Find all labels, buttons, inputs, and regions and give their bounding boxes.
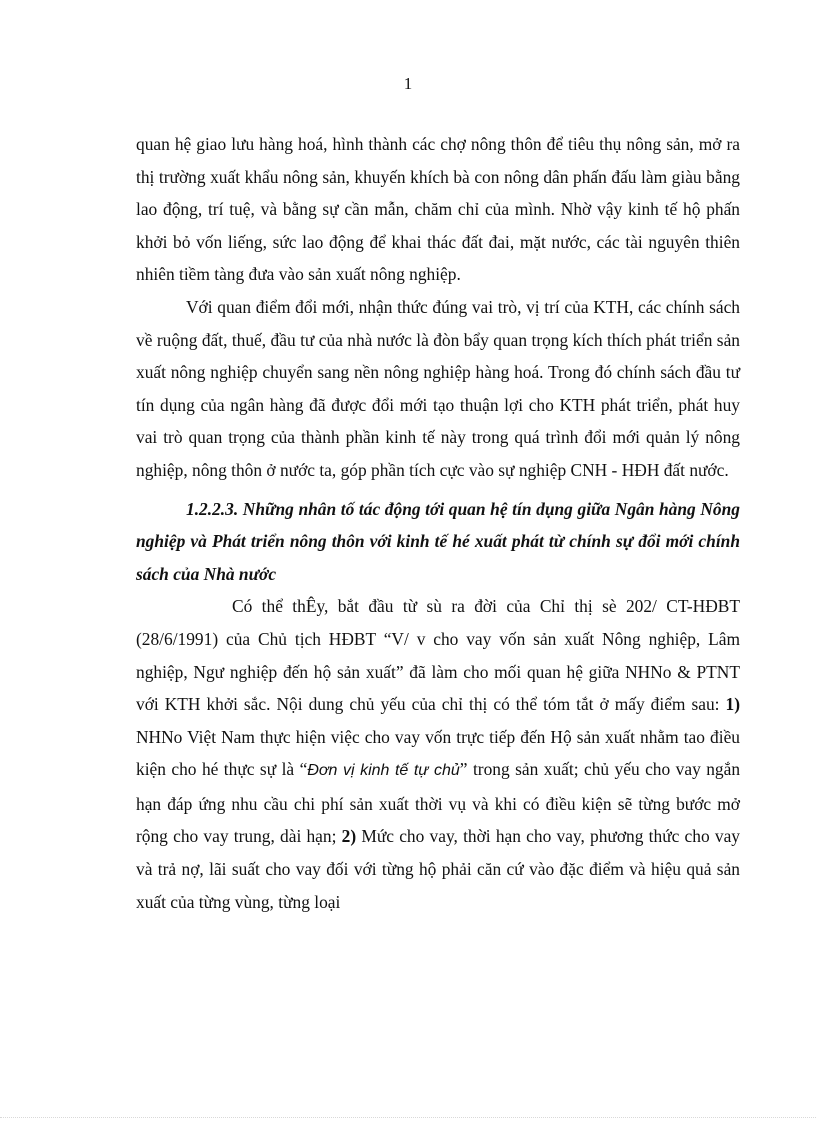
directive-text-a: Có thể thÊy, bắt đầu từ sù ra đời của Chỉ thị sè 202/ CT-HĐBT (28/6/1991) của Chủ tịch HĐBT “V/ v cho vay vốn sản xuất Nông nghiệp, Lâm nghiệp, Ngư nghiệp đến hộ sản xuất” đã làm cho mối quan hệ giữa NHNo & PTNT với KTH khởi sắc. Nội dung chủ yếu của chỉ thị có thể tóm tắt ở mấy điểm sau: — [136, 596, 740, 715]
page-number: 1 — [403, 74, 413, 93]
directive-text-b: NHNo Việt Nam thực hiện việc cho vay vốn trực tiếp đến Hộ sản xuất nhằm tao điều kiện cho hé thực sự là “ — [136, 726, 740, 780]
directive-text-c: ” trong sản xuất; chủ yếu cho vay ngắn hạn đáp ứng nhu cầu chi phí sản xuất thời vụ và khi có điều kiện sẽ từng bước mở rộng cho vay trung, dài hạn; — [136, 759, 741, 847]
paragraph-directive — [136, 590, 740, 918]
section-heading: 1.2.2.3. Những nhân tố tác động tới quan hệ tín dụng giữa Ngân hàng Nông nghiệp và Phát triển nông thôn với kinh tế hé xuất phát từ chính sự đổi mới chính sách của Nhà nước — [136, 498, 740, 584]
paragraph-continuation: quan hệ giao lưu hàng hoá, hình thành các chợ nông thôn để tiêu thụ nông sản, mở ra thị trường xuất khẩu nông sản, khuyến khích bà con nông dân phấn đấu làm giàu bằng lao động, trí tuệ, và bằng sự cần mẫn, chăm chỉ của mình. Nhờ vậy kinh tế hộ phấn khởi bỏ vốn liếng, sức lao động để khai thác đất đai, mặt nước, các tài nguyên thiên nhiên tiềm tàng đưa vào sản xuất nông nghiệp. — [136, 134, 740, 285]
directive-point-1: 1) — [725, 694, 740, 715]
directive-point-2: 2) — [341, 826, 357, 847]
page-bottom-divider — [0, 1117, 816, 1118]
directive-text-d: Mức cho vay, thời hạn cho vay, phương thức cho vay và trả nợ, lãi suất cho vay đối với từng hộ phải căn cứ vào đặc điểm và hiệu quả sản xuất của từng vùng, từng loại — [136, 826, 740, 912]
paragraph-policy: Với quan điểm đổi mới, nhận thức đúng vai trò, vị trí của KTH, các chính sách về ruộng đất, thuế, đầu tư của nhà nước là đòn bẩy quan trọng kích thích phát triển sản xuất nông nghiệp chuyển sang nền nông nghiệp hàng hoá. Trong đó chính sách đầu tư tín dụng của ngân hàng đã được đổi mới tạo thuận lợi cho KTH phát triển, phát huy vai trò quan trọng của thành phần kinh tế này trong quá trình đổi mới quản lý nông nghiệp, nông thôn ở nước ta, góp phần tích cực vào sự nghiệp CNH - HĐH đất nước. — [136, 296, 740, 480]
directive-italic-term: Đơn vị kinh tế tự chủ — [307, 762, 460, 780]
document-body — [136, 128, 740, 918]
